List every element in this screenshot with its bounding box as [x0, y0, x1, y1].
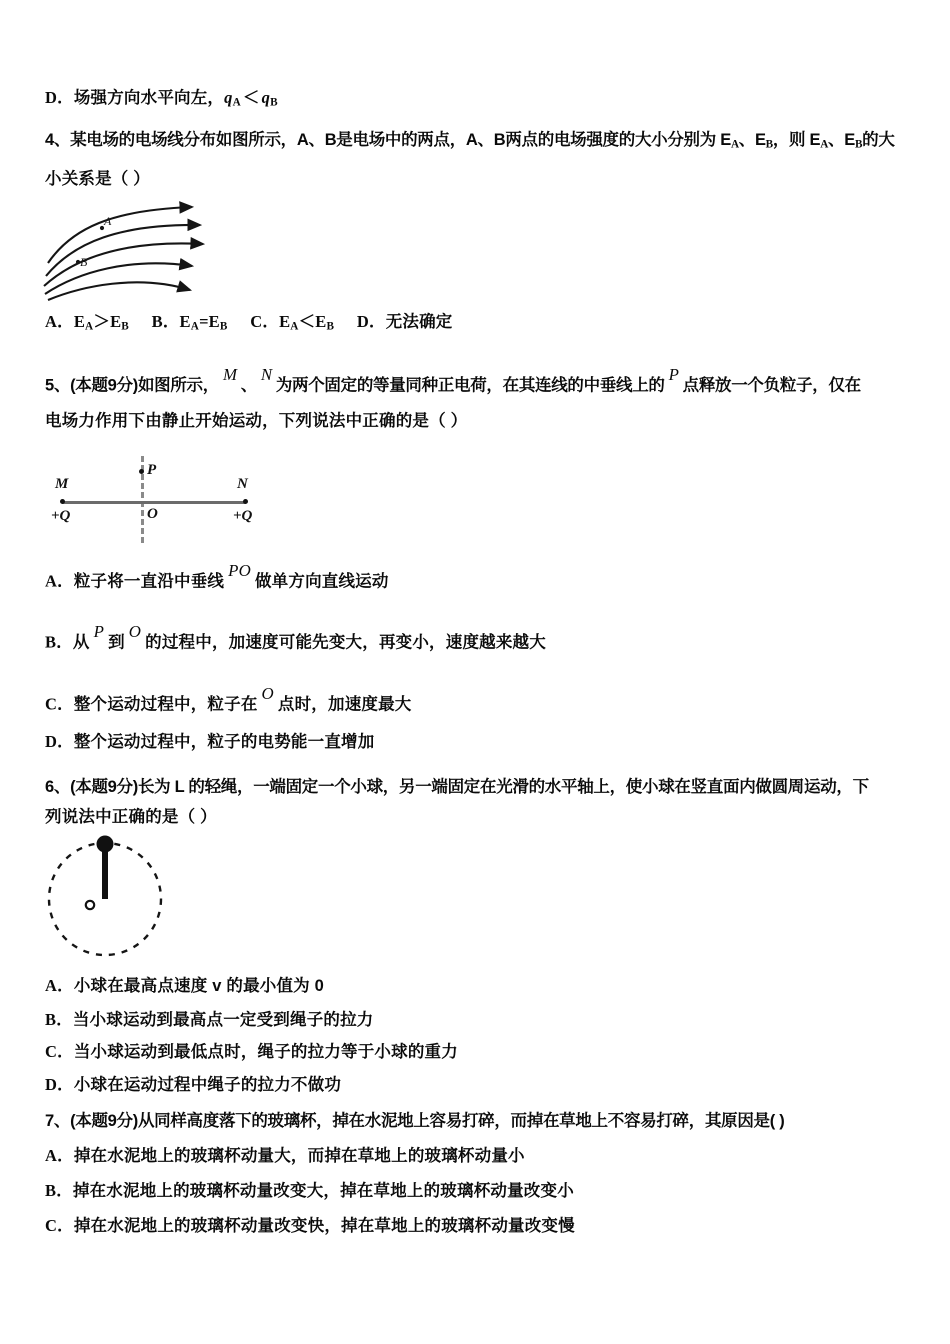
- stem-part-3: 为两个固定的等量同种正电荷，在其连线的中垂线上的: [275, 376, 665, 395]
- q4-option-a-e2: E: [110, 312, 122, 331]
- q4-option-b-rel: =: [199, 312, 209, 331]
- variable-po: PO: [228, 561, 251, 580]
- field-line-4: [45, 263, 192, 294]
- subscript-b: B: [270, 96, 278, 109]
- option-label: C．: [45, 1042, 74, 1061]
- q4-option-c-sub2: B: [326, 320, 335, 333]
- q5-option-d: [45, 733, 374, 751]
- q4-option-a-sub2: B: [121, 320, 129, 333]
- field-lines-svg: [40, 200, 250, 305]
- stem-text: 长为 L 的轻绳，一端固定一个小球，另一端固定在光滑的水平轴上，使小球在竖直面内做圆周运动，下: [137, 778, 869, 796]
- option-text-2: 做单方向直线运动: [254, 572, 389, 591]
- ball: [97, 836, 114, 853]
- score-tag: (本题9分): [70, 376, 138, 395]
- stem-part-2: 、: [240, 376, 257, 395]
- q4-options-row: [45, 313, 453, 333]
- q4-option-c-e1: E: [279, 312, 291, 331]
- label-o: O: [147, 506, 158, 522]
- option-label: A．: [45, 571, 74, 591]
- option-text-1: 整个运动过程中，粒子的电势能一直增加: [73, 733, 375, 751]
- option-text-3: 的过程中，加速度可能先变大，再变小，速度越来越大: [145, 633, 546, 652]
- subscript-a: A: [232, 96, 241, 109]
- label-n: N: [237, 476, 248, 492]
- point-a-label: A: [104, 214, 112, 228]
- variable-m: M: [222, 365, 237, 384]
- q5-stem-line-1: [45, 366, 861, 395]
- option-label: A．: [45, 976, 74, 995]
- q5-option-a: [45, 562, 389, 591]
- option-text: 掉在水泥地上的玻璃杯动量改变大，掉在草地上的玻璃杯动量改变小: [72, 1182, 574, 1200]
- option-label: D．: [45, 88, 74, 107]
- option-text: 小球在最高点速度 v 的最小值为 0: [73, 977, 325, 995]
- option-text: 掉在水泥地上的玻璃杯动量大，而掉在草地上的玻璃杯动量小: [73, 1147, 525, 1165]
- variable-q-b: q: [261, 88, 271, 107]
- question-number: 5、: [45, 376, 71, 395]
- center-marker-icon: [86, 901, 94, 909]
- option-text-2: 点时，加速度最大: [277, 695, 412, 714]
- q3-option-d: [45, 89, 278, 109]
- option-text: 当小球运动到最高点一定受到绳子的拉力: [72, 1011, 374, 1029]
- option-text-1: 粒子将一直沿中垂线: [73, 572, 225, 591]
- q6-stem-line-2: 列说法中正确的是（ ）: [45, 808, 217, 826]
- q4-option-c-rel: ＜: [298, 312, 316, 331]
- q5-stem-line-2: 电场力作用下由静止开始运动，下列说法中正确的是（ ）: [45, 412, 468, 430]
- option-label: B．: [45, 1010, 73, 1029]
- question-number: 4、: [45, 131, 71, 149]
- charge-m-dot: [60, 499, 65, 504]
- option-label: C．: [45, 694, 74, 714]
- q4-option-a-label: A．: [45, 312, 74, 331]
- option-text-1: 从: [72, 633, 90, 652]
- q4-stem-line-2: 小关系是（ ）: [45, 170, 150, 188]
- stem-part-4: 点释放一个负粒子，仅在: [682, 376, 861, 395]
- sub-b-2: B: [854, 138, 863, 151]
- q4-option-d-label: D．: [356, 312, 386, 331]
- q4-option-c-label: C．: [250, 312, 280, 331]
- q4-option-c-sub1: A: [290, 320, 299, 333]
- q7-option-b: [45, 1182, 574, 1200]
- q4-option-a-e1: E: [73, 312, 86, 331]
- electric-field-lines-figure: [40, 200, 250, 305]
- q7-option-c: [45, 1217, 575, 1235]
- option-text: 场强方向水平向左，: [73, 89, 225, 107]
- question-number: 6、: [45, 778, 71, 796]
- q7-stem: [45, 1112, 784, 1130]
- stem-text: 某电场的电场线分布如图所示，A、B是电场中的两点，A、B两点的电场强度的大小分别为 E: [70, 131, 731, 149]
- variable-o: O: [128, 622, 142, 641]
- option-label: B．: [45, 632, 73, 652]
- variable-n: N: [260, 365, 272, 384]
- label-charge-left: +Q: [51, 508, 71, 524]
- q4-option-a-rel: ＞: [93, 312, 111, 331]
- q6-option-b: [45, 1011, 374, 1029]
- question-number: 7、: [45, 1112, 71, 1130]
- q4-option-b-e1: E: [179, 312, 191, 331]
- option-label: A．: [45, 1146, 74, 1165]
- q4-option-b-sub2: B: [219, 320, 228, 333]
- option-label: D．: [45, 1075, 74, 1094]
- label-charge-right: +Q: [233, 508, 253, 524]
- q4-option-c-e2: E: [315, 312, 327, 331]
- vertical-circular-motion-figure: [42, 833, 222, 965]
- option-text: 掉在水泥地上的玻璃杯动量改变快，掉在草地上的玻璃杯动量改变慢: [73, 1217, 575, 1235]
- label-p: P: [147, 462, 157, 478]
- q4-option-b-label: B．: [151, 312, 180, 331]
- stem-text-4: 、E: [828, 131, 855, 149]
- charge-n-dot: [243, 499, 248, 504]
- sub-a-2: A: [820, 138, 829, 151]
- label-m: M: [55, 476, 69, 492]
- relation-symbol: ＜: [242, 88, 260, 107]
- sub-a-1: A: [730, 138, 739, 151]
- option-label: B．: [45, 1181, 73, 1200]
- q4-option-b-e2: E: [208, 312, 220, 331]
- field-line-5: [48, 282, 190, 300]
- q4-option-a-sub1: A: [85, 320, 94, 333]
- stem-text-5: 的大: [862, 131, 895, 149]
- q6-option-c: [45, 1043, 458, 1061]
- q6-option-d: [45, 1076, 341, 1094]
- q4-option-b-sub1: A: [190, 320, 200, 333]
- point-p-dot: [139, 469, 144, 474]
- score-tag: (本题9分): [70, 1112, 138, 1130]
- option-label: D．: [45, 732, 74, 751]
- score-tag: (本题9分): [70, 778, 138, 796]
- variable-p: P: [93, 622, 105, 641]
- circular-motion-svg: [42, 833, 222, 965]
- q7-option-a: [45, 1147, 525, 1165]
- q5-option-c: [45, 685, 412, 714]
- q6-stem-line-1: [45, 778, 869, 796]
- stem-part-1: 如图所示，: [137, 376, 219, 395]
- point-b-label: B: [80, 255, 88, 269]
- stem-text: 从同样高度落下的玻璃杯，掉在水泥地上容易打碎，而掉在草地上不容易打碎，其原因是( ): [137, 1112, 785, 1130]
- variable-p: P: [668, 365, 679, 384]
- q4-option-d-text: 无法确定: [385, 313, 453, 331]
- two-point-charges-figure: [40, 448, 270, 543]
- option-text-1: 整个运动过程中，粒子在: [73, 695, 258, 714]
- q5-option-b: [45, 623, 546, 652]
- option-text: 当小球运动到最低点时，绳子的拉力等于小球的重力: [73, 1043, 458, 1061]
- charge-connecting-line: [62, 501, 246, 504]
- q4-stem-line-1: [45, 131, 895, 151]
- sub-b-1: B: [765, 138, 773, 151]
- stem-text-3: ，则 E: [772, 131, 821, 149]
- field-line-group: [44, 207, 203, 300]
- stem-text-2: 、E: [738, 131, 766, 149]
- q6-option-a: [45, 977, 324, 995]
- variable-q-a: q: [224, 88, 233, 107]
- option-label: C．: [45, 1216, 74, 1235]
- option-text: 小球在运动过程中绳子的拉力不做功: [73, 1076, 342, 1094]
- option-text-2: 到: [108, 633, 125, 652]
- variable-o: O: [261, 684, 274, 703]
